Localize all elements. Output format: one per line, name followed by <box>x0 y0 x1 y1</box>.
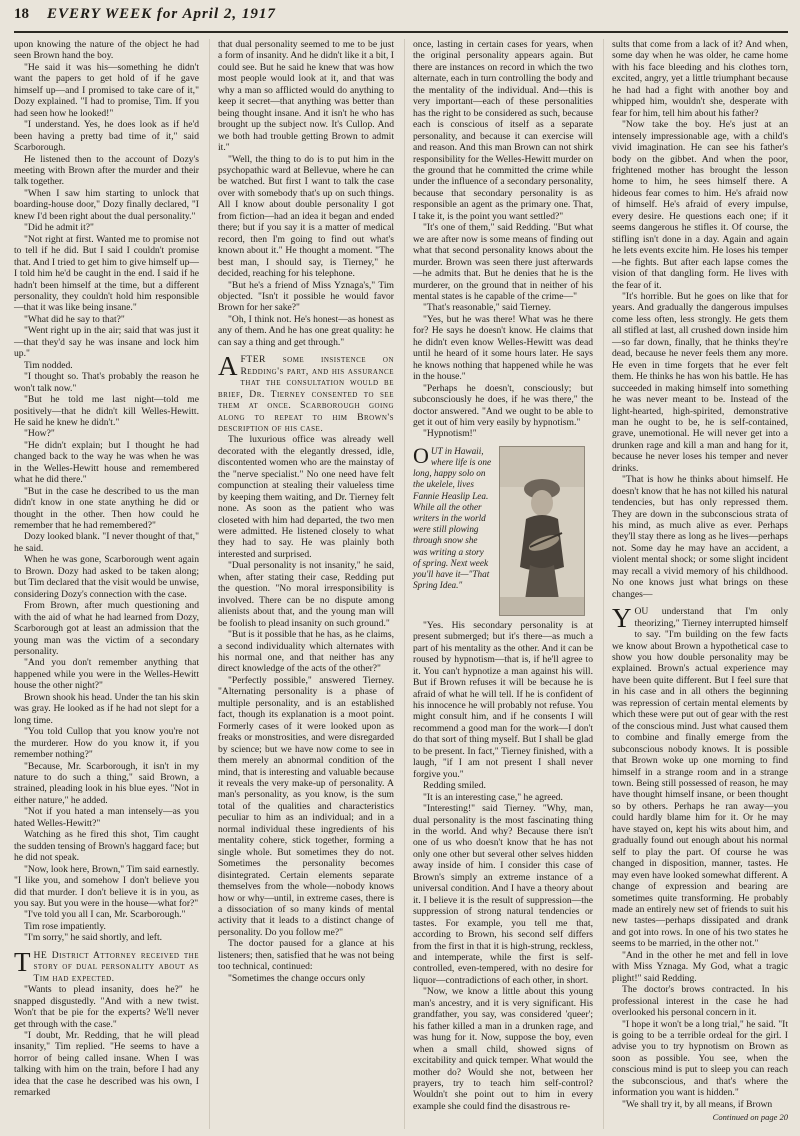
paragraph: Tim nodded. <box>24 359 73 371</box>
paragraph: "I thought so. That's probably the reason he won't talk now." <box>14 371 199 394</box>
paragraph: "Wants to plead insanity, does he?" he snapped disgustedly. "And with a new twist. Won't that be pie for the experts? We'll never get through with the case." <box>14 984 199 1030</box>
paragraph: "Hypnotism!" <box>423 428 477 440</box>
section-start-paragraph <box>612 603 788 950</box>
paragraph: "When I saw him starting to unlock that boarding-house door," Dozy finally declared, "I knew I'd been right about the dual personality." <box>14 187 199 222</box>
paragraph: "Interesting!" said Tierney. "Why, man, dual personality is the most fascinating thing in the world. And why? Because there isn't one of us who doesn't know that he has not only one other but several other selves hidden away inside of him. I consider this case of Brown's simply an extreme instance of a universal condition. And I have a theory about it. I believe it is the result of suppression—the suppression of strong natural tendencies or tastes. For example, you tell me that, according to Brown, his second self differs from the first in that it is high-strung, reckless, and intemperate, while the first is self-controlled, even-tempered, with no desire for liquor—contradictions of each other, in short. <box>413 803 593 986</box>
paragraph: "You told Cullop that you know you're not the murderer. How do you know it, if you remember nothing?" <box>14 726 199 761</box>
photo-caption <box>413 442 493 592</box>
paragraph: "I'm sorry," he said shortly, and left. <box>24 932 163 944</box>
paragraph: "That is how he thinks about himself. He doesn't know that he has not killed his natural tendencies, but has only repressed them. They are down in the subconscious strata of his mind, as much alive as ever. Perhaps they'll stay there as long as he lives—perhaps not. Some day he may have an accident, a violent mental shock; or some slight incident may recall a vivid memory of his childhood. No one knows just what brings on these changes— <box>612 474 788 600</box>
paragraph: "I doubt, Mr. Redding, that he will plead insanity," Tim replied. "He seems to have a horror of being called insane. When I was talking with him on the train, before I had any idea that the case he described was his own, I remarked <box>14 1029 199 1099</box>
section-start-paragraph <box>218 351 394 434</box>
photo-box <box>413 442 585 616</box>
continued-note: Continued on page 20 <box>712 1112 788 1123</box>
drop-cap: A <box>218 351 238 382</box>
paragraph: He listened then to the account of Dozy's meeting with Brown after the murder and their talk together. <box>14 153 199 188</box>
paragraph: "That's reasonable," said Tierney. <box>423 302 552 314</box>
paragraph: "Now, look here, Brown," Tim said earnestly. "I like you, and somehow I don't believe you did that murder. I don't believe it is in you, as you say. But you were in the house—what for?" <box>14 863 199 909</box>
paragraph: "Well, the thing to do is to put him in the psychopathic ward at Bellevue, where he can be watched. But first I want to talk the case over with somebody that's up on such things. All I know about double personality I got from fiction—had an idea it began and ended there; but if you say it is a matter of medical record, then I'm going to find out what's known about it." He thought a moment. "The best man, I should say, is Tierney," he decided, reaching for his telephone. <box>218 153 394 280</box>
paragraph-text: OU understand that I'm only theorizing," Tierney interrupted himself to say. "I'm building on the few facts we know about Brown a hypothetical case to show you how double personality may be explained. Brown's actual experience may have been quite different. But I feel sure that in his case and in all others the beginning was repression of certain mental elements by which these were put out of gear with the rest of the conscious mind. Just what caused them to combine and finally emerge from the subconscious nobody knows. It is possible that Brown woke up one morning to find himself in a strange room and in a strange town. Being still possessed of reason, he may have thought himself insane, or been thought so by others. Perhaps he ran away—you could hardly blame him for it. Or he may have stayed on, kept his wits about him, and gradually found out enough about his normal self to play the part. Of course he was changed in disposition, manner, tastes. He may even have looked somewhat different. A change of expression and bearing are sometimes quite transforming. He probably made an entirely new set of friends to suit his new tastes—perhaps dissipated and drank and got into rows. In one of his two states he seems to be married, in the other not." <box>612 606 788 950</box>
paragraph: Tim rose impatiently. <box>24 920 106 932</box>
paragraph: "And you don't remember anything that happened while you were in the Welles-Hewitt house the other night?" <box>14 657 199 692</box>
column-3 <box>404 39 593 1129</box>
paragraph: "I've told you all I can, Mr. Scarborough." <box>24 909 186 921</box>
paragraph: The luxurious office was already well decorated with the elegantly dressed, idle, discontented women who are the mainstay of the "nerve specialist." No one need have felt compunction at stealing their valueless time by keeping them waiting, and Dr. Tierney felt none. As soon as the patient who was closeted with him had departed, the two men were admitted. He listened closely to what they had to say. He was plainly both interested and surprised. <box>218 434 394 560</box>
author-photo <box>499 446 585 616</box>
paragraph: "Perhaps he doesn't, consciously; but subconsciously he does, if he was there," the doctor answered. "And we ought to be able to get it out of him very easily by hypnotism." <box>413 382 593 428</box>
paragraph: "We shall try it, by all means, if Brown <box>622 1098 773 1110</box>
section-start-paragraph <box>14 946 199 984</box>
paragraph: "Oh, I think not. He's honest—as honest as any of them. And he has one great quality: he can say a thing and get through." <box>218 313 394 348</box>
paragraph: "How?" <box>24 428 55 440</box>
paragraph: "But he's a friend of Miss Yznaga's," Tim objected. "Isn't it possible he would favor Brown for her sake?" <box>218 279 394 314</box>
paragraph: "Yes. His secondary personality is at present submerged; but it's there—as much a part of his mentality as the other. And it can be roused by hypnotism—that is, if he'll agree to it. You can't hypnotize a man against his will. But if Brown refuses it will be because he is afraid of what he will tell. If he is confident of his innocence he will probably not refuse. You might consult him, and if he consents I will recommend a good man for the work—I don't do that sort of thing myself. But I shall be glad to be present. In fact," Tierney finished, with a laugh, "if I am not present I shall never forgive you." <box>413 619 593 780</box>
paragraph: "He said it was his—something he didn't want the papers to get hold of if he gave himself up—and I promised to take care of it," Dozy explained. "I had to promise, Tim. If you had seen how he looked!" <box>14 61 199 119</box>
paragraph: "I hope it won't be a long trial," he said. "It is going to be a terrible ordeal for the girl. I advise you to try hypnotism on Brown as soon as possible. You see, when the conscious mind is put to sleep you can reach the subconscious, and that's where the information you want is hidden." <box>612 1018 788 1099</box>
masthead: EVERY WEEK for April 2, 1917 <box>47 6 276 22</box>
paragraph: upon knowing the nature of the object he had seen Brown hand the boy. <box>14 39 199 62</box>
caption-drop-cap: O <box>413 442 429 468</box>
paragraph: once, lasting in certain cases for years, when the original personality appears again. But there are instances on record in which the two alternate, each in turn controlling the body and the mentality of the individual. And—this is very important—each of these personalities has the right to be considered as such, because each is conscious of itself as a separate personality, and because it can exercise will and reason. And this man Brown can not shirk responsibility for the Welles-Hewitt murder on the ground that he committed the crime while under the influence of a secondary personality, because that secondary personality is as responsible an agent as the primary one. That, I take it, is the point you want settled?" <box>413 39 593 222</box>
paragraph: "Did he admit it?" <box>24 222 94 234</box>
paragraph: "Sometimes the change occurs only <box>228 972 366 984</box>
paragraph: "And in the other he met and fell in love with Miss Yznaga. My God, what a tragic plight!" said Redding. <box>612 949 788 984</box>
paragraph: "Dual personality is not insanity," he said, when, after stating their case, Redding put the question. "No moral irresponsibility is involved. There can be no dispute among alienists about that, and the young man will be foolish to plead insanity on such ground." <box>218 560 394 629</box>
paragraph: When he was gone, Scarborough went again to Brown. Dozy had asked to be taken along; but Tim declared that the visit would be unwise, considering Dozy's connection with the case. <box>14 554 199 600</box>
paragraph: sults that come from a lack of it? And when, some day when he was older, he came home with his face bleeding and his clothes torn, excited, angry, yet a little triumphant because he had had a fight with another boy and whipped him, wouldn't she, desperate with fear for him, tell him about his father? <box>612 39 788 119</box>
column-1 <box>14 39 199 1129</box>
paragraph: "Perfectly possible," answered Tierney. "Alternating personality is a phase of multiple personality, and is an established fact, though its explanation is a moot point. Formerly cases of it were looked upon as freaks or monstrosities, and were disregarded by science; but we have now come to see in them merely an abnormal condition of the mind, that is interesting and valuable because it reveals the very make-up of personality. A man's personality, as you know, is the sum total of the qualities and characteristics peculiar to him as an individual; and in a normal individual these ingredients of his mentality cohere, stick together, forming a single whole. But sometimes they do not. Sometimes the personality becomes disintegrated. Certain elements separate themselves from the whole—nobody knows how or why—until, in extreme cases, there is a dissociation of so many kinds of mental activity that it leads to a distinct change of personality. Do you follow me?" <box>218 674 394 938</box>
drop-cap: Y <box>612 603 632 634</box>
paragraph: "But in the case he described to us the man didn't know in one state anything he did or thought in the other. Then how could he remember that he had remembered?" <box>14 485 199 532</box>
paragraph: "Because, Mr. Scarborough, it isn't in my nature to do such a thing," said Brown, a strained, pleading look in his blue eyes. "Not in either nature," he added. <box>14 760 199 806</box>
paragraph: "What did he say to that?" <box>24 313 125 325</box>
paragraph: "It's horrible. But he goes on like that for years. And gradually the dangerous impulses come less often, less strongly. He gets them all stifled at last, all crushed down inside him—so far down, finally, that he thinks they're dead, because he never feels them any more. He even in time forgets that he ever felt them. He thinks he has won his battle. He has succeeded in making himself into something he was never meant to be. Instead of the light-hearted, high-spirited, demonstrative man he ought to be, he is self-contained, grave, unemotional. He will never get into a drunken rage and kill a man and hang for it, because he never loses his temper and never drinks. <box>612 290 788 474</box>
paragraph: "It is an interesting case," he agreed. <box>423 791 563 803</box>
paragraph: Watching as he fired this shot, Tim caught the sudden tensing of Brown's haggard face; but he did not speak. <box>14 829 199 864</box>
paragraph: From Brown, after much questioning and with the aid of what he had learned from Dozy, Scarborough got at least an admission that the young man was the victim of a secondary personality. <box>14 600 199 658</box>
paragraph: "Now, we know a little about this young man's ancestry, and it is very significant. His grandfather, you say, was considered 'queer'; his father killed a man in a drunken rage, and was hung for it. Now, suppose the boy, even when a small child, showed signs of excitability and quick temper. What would the mother do? Would she not, between her prayers, try to teach him self-control? Wouldn't she point out to him in every example she could find the disastrous re- <box>413 986 593 1112</box>
caption-text: UT in Hawaii, where life is one long, happy solo on the ukelele, lives Fannie Heaslip Lea. While all the other writers in the world were still plowing through snow she was writing a story of spring. Next week you'll have it—"That Spring Idea." <box>413 445 492 591</box>
paragraph-text: FTER some insistence on Redding's part, and his assurance that the consultation would be brief, Dr. Tierney consented to see them at once. Scarborough going along to repeat to him Brown's description of his case. <box>218 354 394 434</box>
page-header <box>14 6 788 33</box>
paragraph: "Not if you hated a man intensely—as you hated Welles-Hewitt?" <box>14 806 199 829</box>
paragraph: "Now take the boy. He's just at an intensely impressionable age, with a child's vivid imagination. He can see his father's body on the gibbet. And when the poor, frightened mother has brought the lesson home to him, he sees himself there. A hideous fear comes to him. He's afraid now of himself. He's afraid of every impulse, every desire. He questions each one; if it seems dangerous he stifles it. Of course, the stifling isn't done in a day. Again and again he lets events excite him. He loses his temper—he fights. But after each lapse comes the vision of that dangling form. He lives with the fear of it. <box>612 119 788 291</box>
paragraph: "Not right at first. Wanted me to promise not to tell if he did. But I said I couldn't promise that. And I tried to get him to give himself up—I told him he'd be caught in the end. I said if he hadn't been himself at the time, but a different personality, they couldn't hold him responsible—that it was like being insane." <box>14 233 199 314</box>
paragraph: "It's one of them," said Redding. "But what we are after now is some means of finding out what that second personality knows about the murder. Brown was seen there just afterwards—he admits that. But he denies that he is the murderer, on the ground that in neither of his mental states is he capable of the crime—" <box>413 222 593 302</box>
paragraph: "He didn't explain; but I thought he had changed back to the way he was when he was in the Welles-Hewitt house and remembered what he did there." <box>14 439 199 486</box>
paragraph: Dozy looked blank. "I never thought of that," he said. <box>14 531 199 554</box>
paragraph: "Yes, but he was there! What was he there for? He says he doesn't know. He claims that he didn't even know Welles-Hewitt was dead until he heard of it some hours later. He says he knows nothing that happened while he was in the house." <box>413 313 593 383</box>
portrait-illustration <box>500 447 584 615</box>
paragraph: that dual personality seemed to me to be just a form of insanity. And he didn't like it a bit, I could see. But he said he knew that was how most people would look at it, and that was why a man so afflicted would do anything to keep it secret—that anything was better than being thought insane. And it isn't he who has brought up the subject now. It's Cullop. And we both had trouble getting Brown to admit it." <box>218 39 394 154</box>
paragraph: Brown shook his head. Under the tan his skin was gray. He looked as if he had not slept for a long time. <box>14 691 199 726</box>
paragraph: The doctor's brows contracted. In his professional interest in the case he had overlooked his personal concern in it. <box>612 984 788 1019</box>
paragraph: "I understand. Yes, he does look as if he'd been having a pretty bad time of it," said Scarborough. <box>14 119 199 154</box>
page-number: 18 <box>14 6 29 22</box>
paragraph: "Went right up in the air; said that was just it—that they'd say he was insane and lock him up." <box>14 325 199 360</box>
column-2 <box>209 39 394 1129</box>
drop-cap: T <box>14 946 31 977</box>
paragraph: The doctor paused for a glance at his listeners; then, satisfied that he was not being too technical, continued: <box>218 938 394 973</box>
article-columns <box>14 39 788 1129</box>
paragraph: Redding smiled. <box>423 780 486 792</box>
paragraph-text: HE District Attorney received the story of dual personality about as Tim had expected. <box>33 949 199 984</box>
paragraph: "But is it possible that he has, as he claims, a second individuality which alternates with his normal one, and that neither has any direct knowledge of the acts of the other?" <box>218 629 394 675</box>
paragraph: "But he told me last night—told me positively—that he didn't kill Welles-Hewitt. He said he knew he didn't." <box>14 394 199 428</box>
column-4 <box>603 39 788 1129</box>
